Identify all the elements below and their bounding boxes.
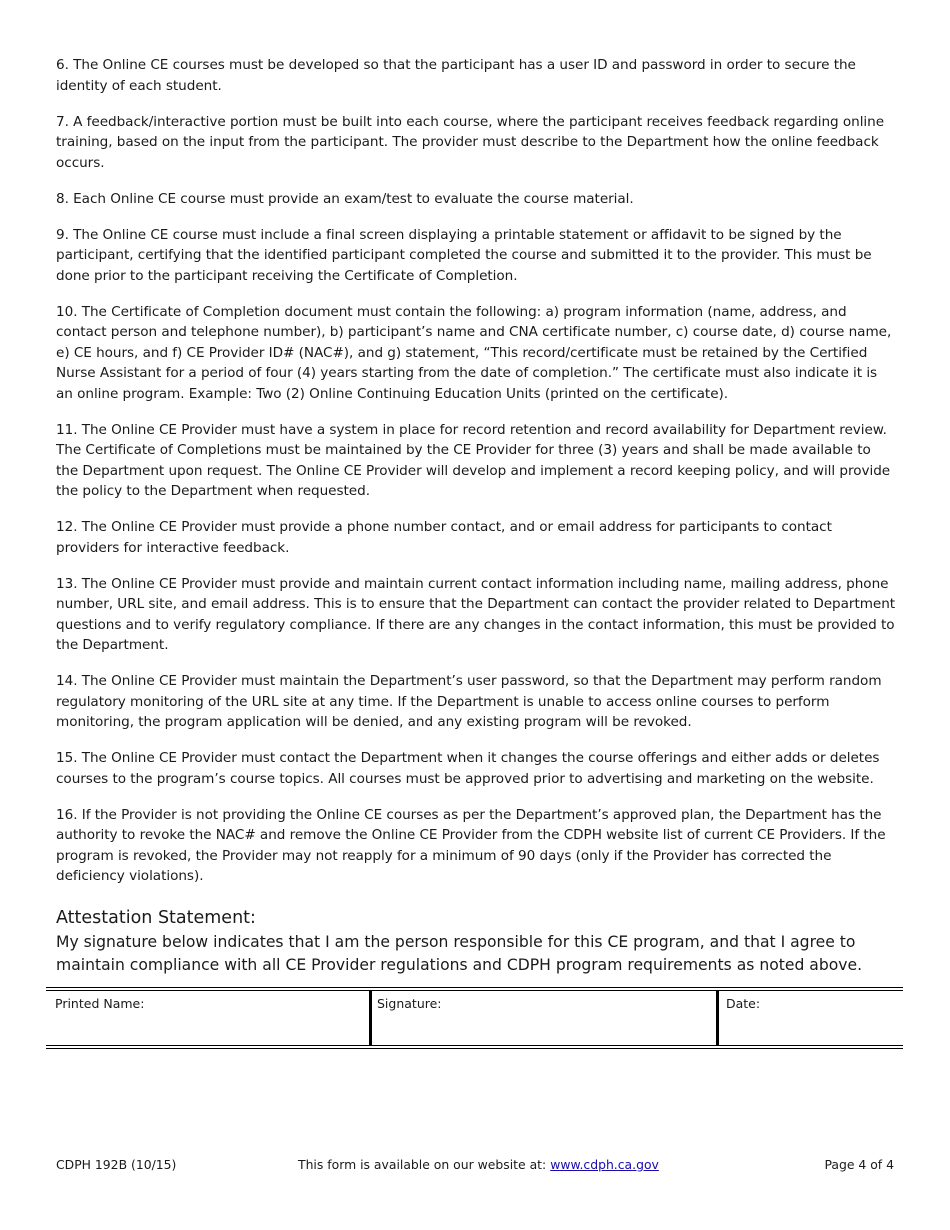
requirement-10: 10. The Certificate of Completion document must contain the following: a) program information (name, address, and contact person and telephone number), b) participant’s name and CNA certificate number, c) course date, d) course name, e) CE hours, and f) CE Provider ID# (NAC#), and g) statement, “This record/certificate must be retained by the Certified Nurse Assistant for a period of four (4) years starting from the date of completion.” The certificate must also indicate it is an online program. Example: Two (2) Online Continuing Education Units (printed on the certificate). <box>56 303 892 402</box>
requirement-6: 6. The Online CE courses must be developed so that the participant has a user ID and password in order to secure the identity of each student. <box>56 57 856 94</box>
printed-name-label: Printed Name: <box>55 996 145 1011</box>
requirement-12: 12. The Online CE Provider must provide a phone number contact, and or email address for participants to contact providers for interactive feedback. <box>56 519 832 556</box>
date-label: Date: <box>726 996 761 1011</box>
form-id: CDPH 192B (10/15) <box>56 1157 177 1172</box>
requirement-15: 15. The Online CE Provider must contact the Department when it changes the course offerings and either adds or deletes courses to the program’s course topics. All courses must be approved prior to advertising and marketing on the website. <box>56 750 880 787</box>
requirement-8: 8. Each Online CE course must provide an exam/test to evaluate the course material. <box>56 190 634 207</box>
requirement-16: 16. If the Provider is not providing the Online CE courses as per the Department’s approved plan, the Department has the authority to revoke the NAC# and remove the Online CE Provider from the CDPH website list of current CE Providers. If the program is revoked, the Provider may not reapply for a minimum of 90 days (only if the Provider has corrected the deficiency violations). <box>56 806 886 884</box>
requirement-11: 11. The Online CE Provider must have a system in place for record retention and record availability for Department review. The Certificate of Completions must be maintained by the CE Provider for three (3) years and shall be made available to the Department upon request. The Online CE Provider will develop and implement a record keeping policy, and will provide the policy to the Department when requested. <box>56 421 891 499</box>
requirement-13: 13. The Online CE Provider must provide and maintain current contact information including name, mailing address, phone number, URL site, and email address. This is to ensure that the Department can contact the provider related to Department questions and to verify regulatory compliance. If there are any changes in the contact information, this must be provided to the Department. <box>56 575 896 653</box>
requirement-9: 9. The Online CE course must include a final screen displaying a printable statement or affidavit to be signed by the participant, certifying that the identified participant completed the course and submitted it to the provider. This must be done prior to the participant receiving the Certificate of Completion. <box>56 226 872 284</box>
website-note <box>298 1157 659 1172</box>
signature-table <box>46 987 903 1049</box>
page-number: Page 4 of 4 <box>824 1157 894 1172</box>
signature-label: Signature: <box>377 996 442 1011</box>
attestation-title: Attestation Statement: <box>56 907 256 928</box>
requirement-7: 7. A feedback/interactive portion must be built into each course, where the participant receives feedback regarding online training, based on the input from the participant. The provider must describe to the Department how the online feedback occurs. <box>56 113 885 171</box>
printed-name-field[interactable] <box>46 991 372 1045</box>
attestation-text: My signature below indicates that I am the person responsible for this CE program, and that I agree to maintain compliance with all CE Provider regulations and CDPH program requirements as noted above. <box>56 932 863 974</box>
requirements-section <box>56 55 896 977</box>
availability-text: This form is available on our website at: <box>298 1157 547 1172</box>
requirement-14: 14. The Online CE Provider must maintain the Department’s user password, so that the Department may perform random regulatory monitoring of the URL site at any time. If the Department is unable to access online courses to perform monitoring, the program application will be denied, and any existing program will be revoked. <box>56 673 882 730</box>
date-field[interactable] <box>719 991 903 1045</box>
signature-field[interactable] <box>372 991 719 1045</box>
cdph-website-link[interactable]: www.cdph.ca.gov <box>550 1157 659 1172</box>
